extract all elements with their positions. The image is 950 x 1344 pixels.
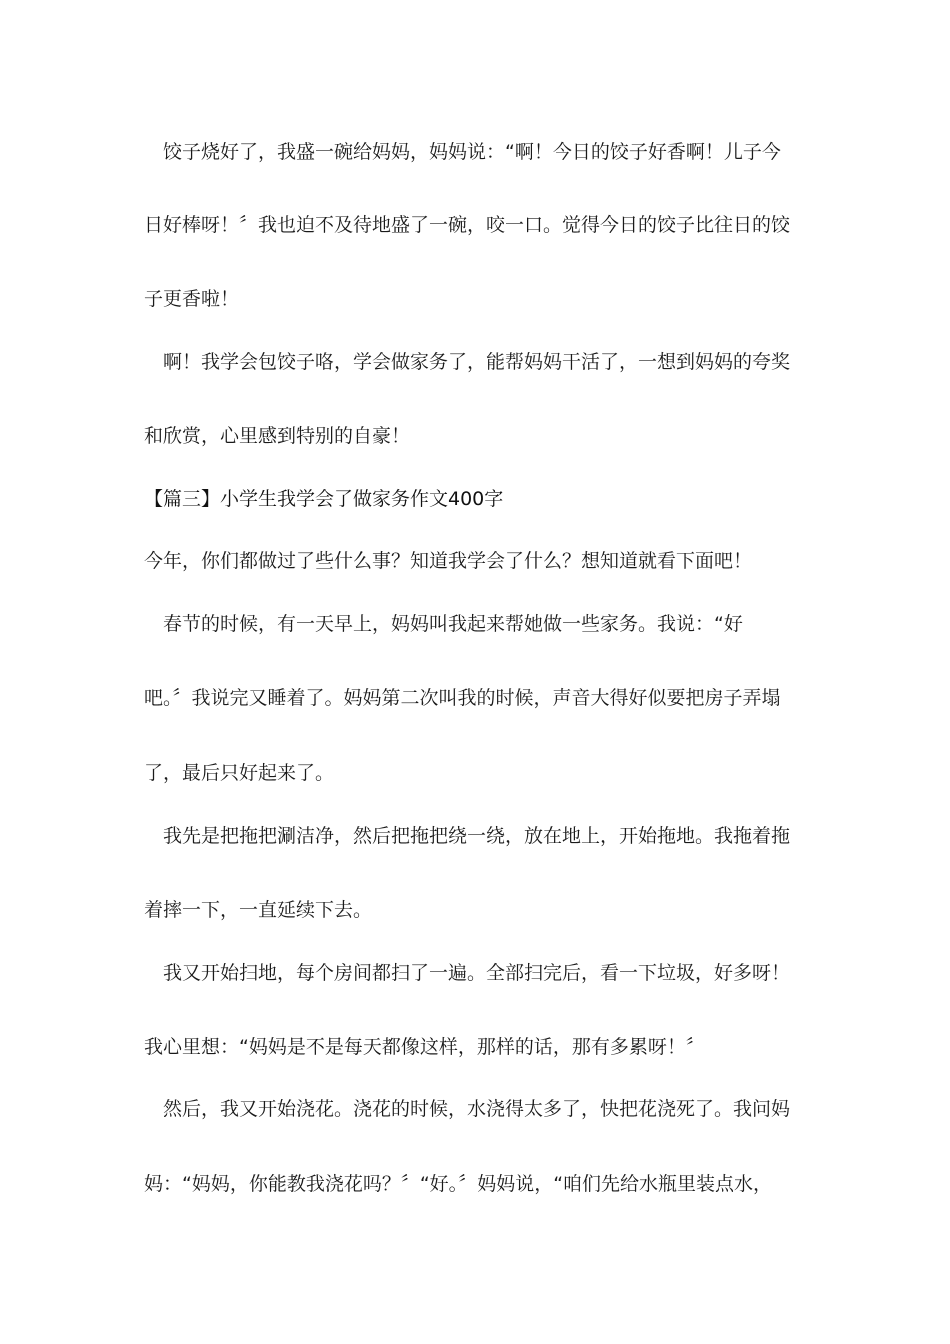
paragraph-line: 着摔一下，一直延续下去。 [144,899,373,921]
paragraph-line: 我又开始扫地，每个房间都扫了一遍。全部扫完后，看一下垃圾，好多呀！ [144,962,791,984]
paragraph-line: 子更香啦！ [144,288,240,310]
paragraph-line: 妈：“妈妈，你能教我浇花吗？〞“好。〞妈妈说，“咱们先给水瓶里装点水， [144,1173,773,1195]
paragraph-line: 然后，我又开始浇花。浇花的时候，水浇得太多了，快把花浇死了。我问妈 [144,1098,791,1120]
paragraph-line: 我先是把拖把涮洁净，然后把拖把绕一绕，放在地上，开始拖地。我拖着拖 [144,825,791,847]
paragraph-line: 和欣赏，心里感到特别的自豪！ [144,425,411,447]
paragraph-line: 啊！我学会包饺子咯，学会做家务了，能帮妈妈干活了，一想到妈妈的夸奖 [144,351,791,373]
paragraph-line: 吧。〞我说完又睡着了。妈妈第二次叫我的时候，声音大得好似要把房子弄塌 [144,687,781,709]
paragraph-line: 我心里想：“妈妈是不是每天都像这样，那样的话，那有多累呀！〞 [144,1036,705,1058]
paragraph-line: 了，最后只好起来了。 [144,762,335,784]
paragraph-line: 日好棒呀！〞我也迫不及待地盛了一碗，咬一口。觉得今日的饺子比往日的饺 [144,214,791,236]
paragraph-line: 饺子烧好了，我盛一碗给妈妈，妈妈说：“啊！今日的饺子好香啊！儿子今 [144,141,781,163]
section-heading: 【篇三】小学生我学会了做家务作文400字 [144,488,504,510]
paragraph-line: 今年，你们都做过了些什么事？知道我学会了什么？想知道就看下面吧！ [144,550,753,572]
paragraph-line: 春节的时候，有一天早上，妈妈叫我起来帮她做一些家务。我说：“好 [144,613,743,635]
